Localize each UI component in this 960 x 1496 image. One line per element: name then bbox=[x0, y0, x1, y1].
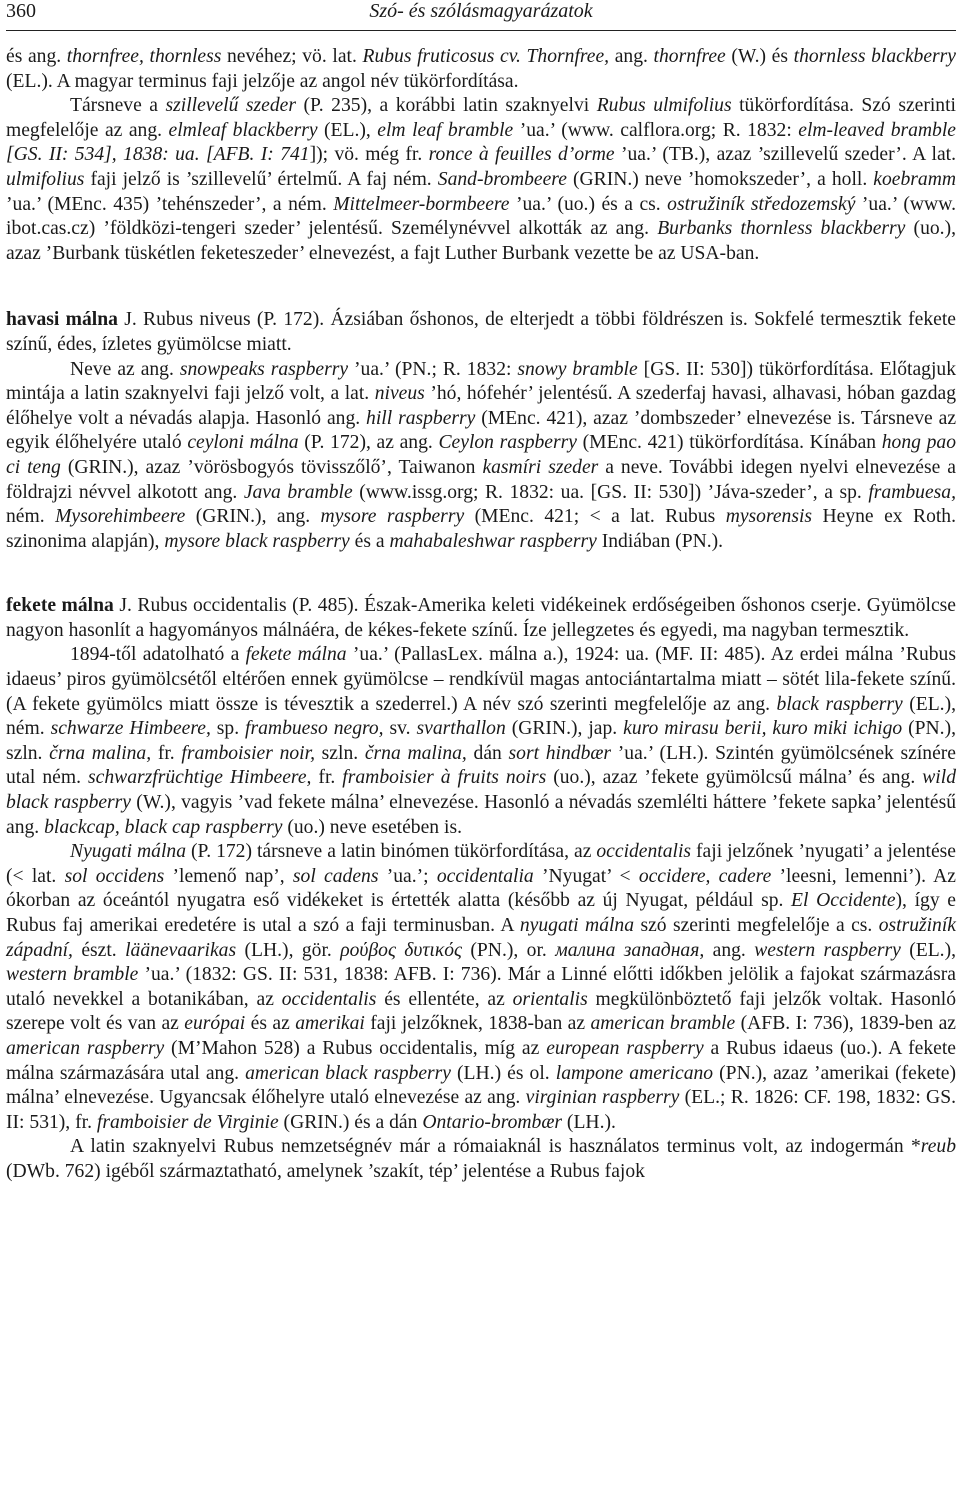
text-run: és a bbox=[349, 530, 390, 552]
italic-term: elm leaf bramble bbox=[377, 119, 514, 141]
italic-term: nyugati málna bbox=[519, 915, 635, 936]
entry-paragraph bbox=[6, 840, 956, 1135]
italic-term: virginian raspberry bbox=[525, 1087, 680, 1109]
text-run: J. Rubus niveus (P. 172). Ázsiában őshonos, de elterjedt a többi földrészen is. Sokfelé termesztik fekete színű, édes, ízletes gyümölcse miatt. bbox=[6, 309, 956, 355]
italic-term: american bramble bbox=[590, 1013, 736, 1035]
text-run: (LH.), gör. bbox=[236, 939, 341, 961]
text-run: faji jelzőknek, 1838-ban az bbox=[364, 1013, 591, 1035]
headword: fekete málna bbox=[6, 595, 114, 617]
text-run: ném. bbox=[6, 506, 56, 528]
italic-term: occidentalis bbox=[281, 988, 377, 1010]
entry-paragraph bbox=[6, 358, 956, 555]
text-run: Neve az ang. bbox=[70, 358, 180, 380]
italic-term: črna malina, bbox=[364, 742, 467, 764]
entry-separator bbox=[6, 554, 956, 594]
text-run: faji jelzőnek ’nyugati’ a jelentése (< lat. bbox=[6, 841, 956, 887]
italic-term: svarthallon bbox=[416, 718, 506, 740]
italic-term: mysore raspberry bbox=[320, 506, 465, 528]
text-run: (PN.), szln. bbox=[6, 718, 957, 764]
italic-term: american raspberry bbox=[6, 1037, 165, 1059]
italic-term: Ontario-brombær bbox=[422, 1111, 563, 1133]
text-run: (EL.). A magyar terminus faji jelzője az angol név tükörfordítása. bbox=[6, 70, 519, 92]
italic-term: sort hindbær bbox=[508, 742, 612, 764]
text-run: (AFB. I: 736), 1839-ben az bbox=[735, 1013, 956, 1035]
italic-term: wild black raspberry bbox=[6, 767, 956, 814]
text-run: ’ua.’ (MEnc. 435) ’tehénszeder’, a ném. bbox=[6, 193, 334, 215]
text-run: ’Nyugat’ < bbox=[533, 865, 639, 887]
text-run: (PN.), or. bbox=[462, 939, 556, 961]
text-run: (P. 172) társneve a latin binómen tükörfordítása, az bbox=[186, 841, 597, 863]
text-run: ’ua.’ (www. calflora.org; R. 1832: bbox=[513, 119, 799, 141]
italic-term: Burbanks thornless blackberry bbox=[657, 218, 906, 240]
italic-term: thornfree bbox=[653, 46, 726, 67]
italic-term: sol cadens bbox=[292, 865, 379, 887]
italic-term: koebramm bbox=[873, 168, 956, 190]
text-run: sp. bbox=[210, 718, 246, 740]
text-run: a Rubus idaeus (uo.). A fekete málna származására utal ang. bbox=[6, 1037, 957, 1084]
dictionary-entry bbox=[6, 308, 956, 554]
italic-term: thornless blackberry bbox=[793, 46, 956, 67]
text-run: (M’Mahon 528) a Rubus occidentalis, míg az bbox=[164, 1037, 547, 1059]
italic-term: mahabaleshwar raspberry bbox=[389, 530, 597, 552]
text-run: (W.) és bbox=[725, 46, 794, 67]
italic-term: El Occidente bbox=[791, 890, 896, 912]
italic-term: ronce à feuilles d’orme bbox=[428, 144, 615, 166]
text-run: ’ua.’; bbox=[378, 865, 437, 887]
text-run: (DWb. 762) igéből származtatható, amelynek ’szakít, tép’ jelentése a Rubus fajok bbox=[6, 1160, 645, 1182]
text-run: szln. bbox=[314, 742, 365, 764]
italic-term: occidentalis bbox=[596, 841, 692, 863]
text-run: és ellentéte, az bbox=[376, 988, 513, 1010]
italic-term: kasmíri szeder bbox=[482, 456, 599, 478]
italic-term: Ceylon raspberry bbox=[438, 432, 577, 454]
book-page bbox=[6, 0, 956, 1185]
italic-term: western raspberry bbox=[754, 939, 901, 961]
italic-term: blackcap, black cap raspberry bbox=[44, 816, 283, 838]
italic-term: elm-leaved bramble [GS. II: 534], 1838: ua. [AFB. I: 741 bbox=[6, 119, 956, 166]
text-run: tükörfordítása. Szó szerinti megfelelője az ang. bbox=[6, 95, 956, 141]
text-run: (P. 172), az ang. bbox=[298, 432, 439, 454]
running-title: Szó- és szólásmagyarázatok bbox=[369, 0, 593, 22]
text-run: (GRIN.), azaz ’vörösbogyós tövisszőlő’, Taiwanon bbox=[60, 456, 483, 478]
text-run: (GRIN.), ang. bbox=[185, 506, 321, 528]
text-run: Indiában (PN.). bbox=[596, 530, 724, 552]
italic-term: szillevelű szeder bbox=[165, 95, 297, 117]
text-run: dán bbox=[466, 742, 509, 764]
italic-term: framboisier à fruits noirs bbox=[342, 767, 547, 789]
italic-term: ostružiník středozemský bbox=[667, 193, 856, 215]
text-run: A latin szaknyelvi Rubus nemzetségnév már a rómaiaknál is használatos terminus volt, az indogermán * bbox=[70, 1136, 921, 1158]
text-run: (W.), vagyis ’vad fekete málna’ elnevezése. Hasonló a névadás szemlélti háttere ’fekete sapka’ jelentésű ang. bbox=[6, 792, 956, 838]
italic-term: amerikai bbox=[295, 1013, 365, 1035]
entry-paragraph bbox=[6, 1135, 956, 1184]
italic-term: occidere, cadere bbox=[638, 865, 772, 887]
text-run: fr. bbox=[311, 767, 343, 789]
italic-term: european raspberry bbox=[546, 1037, 704, 1059]
italic-term: sol occidens bbox=[64, 865, 165, 887]
italic-term: ulmifolius bbox=[6, 168, 85, 190]
italic-term: american black raspberry bbox=[245, 1062, 451, 1084]
text-run: (EL.), bbox=[317, 119, 378, 141]
text-run: (uo.), azaz ’fekete gyümölcsű málna’ és ang. bbox=[546, 767, 923, 789]
italic-term: western bramble bbox=[6, 964, 139, 986]
text-run: és ang. bbox=[6, 46, 67, 67]
italic-term: läänevaarikas bbox=[125, 939, 237, 961]
page-body bbox=[6, 31, 956, 1185]
text-run: (P. 235), a korábbi latin szaknyelvi bbox=[296, 95, 597, 117]
dictionary-entry bbox=[6, 45, 956, 266]
text-run: (EL.), ném. bbox=[6, 693, 956, 740]
text-run: (LH.) és ol. bbox=[450, 1062, 556, 1084]
text-run: ’ua.’ (PN.; R. 1832: bbox=[348, 358, 518, 380]
italic-term: ρούβος δυτικός bbox=[340, 939, 462, 961]
text-run: ’ua.’ (TB.), azaz ’szillevelű szeder’. A lat. bbox=[614, 144, 957, 166]
text-run: (www.issg.org; R. 1832: ua. [GS. II: 530]) ’Jáva-szeder’, a sp. bbox=[352, 481, 869, 503]
text-run: (EL.; R. 1826: CF. 198, 1832: GS. II: 531), fr. bbox=[6, 1087, 957, 1133]
text-run: (MEnc. 421; < a lat. Rubus bbox=[464, 506, 726, 528]
italic-term: snowpeaks raspberry bbox=[179, 358, 349, 380]
text-run: ’ua.’ (LH.). Szintén gyümölcsének színére utal ném. bbox=[6, 742, 956, 789]
text-run: sv. bbox=[383, 718, 417, 740]
italic-term: black raspberry bbox=[776, 693, 903, 715]
text-run: Társneve a bbox=[70, 95, 166, 117]
italic-term: mysorensis bbox=[725, 506, 813, 528]
italic-term: Mittelmeer-bormbeere bbox=[333, 193, 510, 215]
italic-term: малина западная, bbox=[555, 939, 705, 961]
text-run: Heyne ex Roth. szinonima alapján), bbox=[6, 506, 957, 552]
page-number: 360 bbox=[6, 0, 36, 22]
text-run: 1894-től adatolható a bbox=[70, 644, 246, 666]
italic-term: hong pao ci teng bbox=[6, 432, 956, 478]
entry-paragraph bbox=[6, 308, 956, 357]
text-run: ]); vö. még fr. bbox=[309, 144, 429, 166]
text-run: (LH.). bbox=[562, 1111, 616, 1133]
italic-term: thornfree, thornless bbox=[66, 46, 222, 67]
text-run: észt. bbox=[72, 939, 126, 961]
entry-paragraph bbox=[6, 94, 956, 266]
italic-term: Rubus ulmifolius bbox=[596, 95, 732, 117]
text-run: (GRIN.), jap. bbox=[505, 718, 624, 740]
italic-term: ostružiník západní, bbox=[6, 915, 956, 961]
text-run: (GRIN.) és a dán bbox=[278, 1111, 423, 1133]
text-run: fr. bbox=[151, 742, 182, 764]
text-run: (uo.) neve esetében is. bbox=[282, 816, 462, 838]
italic-term: niveus bbox=[374, 383, 425, 405]
text-run: ’ua.’ (1832: GS. II: 531, 1838: AFB. I: 736). Már a Linné előtti időkben jelölik a fajokat származásra utaló nevekkel a botanikában, az bbox=[6, 964, 956, 1010]
italic-term: Mysorehimbeere bbox=[55, 506, 186, 528]
text-run: szó szerinti megfelelője a cs. bbox=[634, 915, 879, 936]
italic-term: Rubus fruticosus cv. bbox=[362, 46, 521, 67]
page-header bbox=[6, 0, 956, 31]
italic-term: orientalis bbox=[512, 988, 588, 1010]
italic-term: Nyugati málna bbox=[70, 841, 186, 863]
text-run: ), így e Rubus faj amerikai eredetére is utal a szó a faji terminusban. A bbox=[6, 890, 956, 936]
text-run: (PN.), azaz ’amerikai (fekete) málna’ elnevezése. Ugyancsak élőhelyre utaló elnevezése az ang. bbox=[6, 1062, 956, 1109]
text-run: J. Rubus occidentalis (P. 485). Észak-Amerika keleti vidékeinek erdőségeiben őshonos cserje. Gyümölcse nagyon hasonlít a hagyományos málnáéra, de kékes-fekete színű. Íze jellegzetes és egyedi, ma nagyban termesztik. bbox=[6, 595, 956, 641]
italic-term: frambuesa, bbox=[868, 481, 956, 503]
text-run: ’lemenő nap’, bbox=[164, 865, 293, 887]
text-run: (GRIN.) neve ’homokszeder’, a holl. bbox=[566, 168, 874, 190]
text-run: (MEnc. 421) tükörfordítása. Kínában bbox=[576, 432, 882, 454]
italic-term: frambueso negro, bbox=[245, 718, 384, 740]
entry-separator bbox=[6, 266, 956, 308]
italic-term: kuro mirasu berii, kuro miki ichigo bbox=[623, 718, 903, 740]
text-run: és az bbox=[245, 1013, 296, 1035]
text-run: ’hó, hófehér’ jelentésű. A szederfaj havasi, alhavasi, hóban gazdag élőhelye volt a névadás alapja. Hasonló ang. bbox=[6, 383, 956, 429]
italic-term: mysore black raspberry bbox=[164, 530, 350, 552]
text-run: ’leesni, lemenni’). Az ókorban az óceántól nyugatra eső vidékeket is értették alatta (később az új Nyugat, például sp. bbox=[6, 865, 956, 912]
italic-term: Sand-brombeere bbox=[437, 168, 567, 190]
text-run: ’ua.’ (PallasLex. málna a.), 1924: ua. (MF. II: 485). Az erdei málna ’Rubus idaeus’ piros gyümölcsétől eltérően ennek gyümölcse – rendkívül magas antociántartalma miatt – sötét lila-fekete színű. (A fekete gyümölcs miatt össze is tévesztik a szederrel.) A név szó szerinti megfelelője az ang. bbox=[6, 644, 956, 715]
italic-term: Thornfree, bbox=[526, 46, 610, 67]
italic-term: framboisier noir, bbox=[181, 742, 315, 764]
text-run: (EL.), bbox=[900, 939, 956, 961]
italic-term: framboisier de Virginie bbox=[96, 1111, 279, 1133]
text-run: [GS. II: 530]) tükörfordítása. Előtagjuk mintája a latin szaknyelvi faji jelző volt, a lat. bbox=[6, 358, 956, 405]
text-run: ang. bbox=[609, 46, 654, 67]
italic-term: fekete málna bbox=[245, 644, 347, 666]
italic-term: ceyloni málna bbox=[187, 432, 299, 454]
text-run: ’ua.’ (uo.) és a cs. bbox=[509, 193, 668, 215]
italic-term: schwarze Himbeere, bbox=[50, 718, 211, 740]
italic-term: reub bbox=[920, 1136, 956, 1158]
italic-term: snowy bramble bbox=[517, 358, 638, 380]
italic-term: Java bramble bbox=[243, 481, 353, 503]
dictionary-entry bbox=[6, 594, 956, 1184]
text-run: nevéhez; vö. lat. bbox=[221, 46, 363, 67]
entry-paragraph bbox=[6, 594, 956, 643]
italic-term: európai bbox=[184, 1013, 246, 1035]
entry-paragraph bbox=[6, 643, 956, 840]
text-run: megkülönböztető faji jelzők voltak. Hasonló szerepe volt és van az bbox=[6, 988, 956, 1035]
italic-term: elmleaf blackberry bbox=[168, 119, 318, 141]
text-run: (uo.), azaz ’Burbank tüskétlen feketeszeder’ elnevezést, a fajt Luther Burbank vezette be az USA-ban. bbox=[6, 218, 956, 264]
italic-term: schwarzfrüchtige Himbeere, bbox=[88, 767, 312, 789]
entry-paragraph bbox=[6, 45, 956, 94]
text-run: ’ua.’ (www. ibot.cas.cz) ’földközi-tengeri szeder’ jelentésű. Személynévvel alkották az ang. bbox=[6, 193, 956, 240]
text-run: (MEnc. 421), azaz ’dombszeder’ elnevezése is. Társneve az egyik élőhelyére utaló bbox=[6, 407, 957, 454]
italic-term: lampone americano bbox=[555, 1062, 714, 1084]
italic-term: črna malina, bbox=[49, 742, 152, 764]
text-run: a neve. További idegen nyelvi elnevezése a földrajzi névvel alkotott ang. bbox=[6, 456, 956, 503]
text-run: faji jelző is ’szillevelű’ értelmű. A faj ném. bbox=[84, 168, 438, 190]
italic-term: hill raspberry bbox=[366, 407, 476, 429]
text-run: ang. bbox=[704, 939, 755, 961]
italic-term: occidentalia bbox=[436, 865, 534, 887]
headword: havasi málna bbox=[6, 309, 118, 331]
